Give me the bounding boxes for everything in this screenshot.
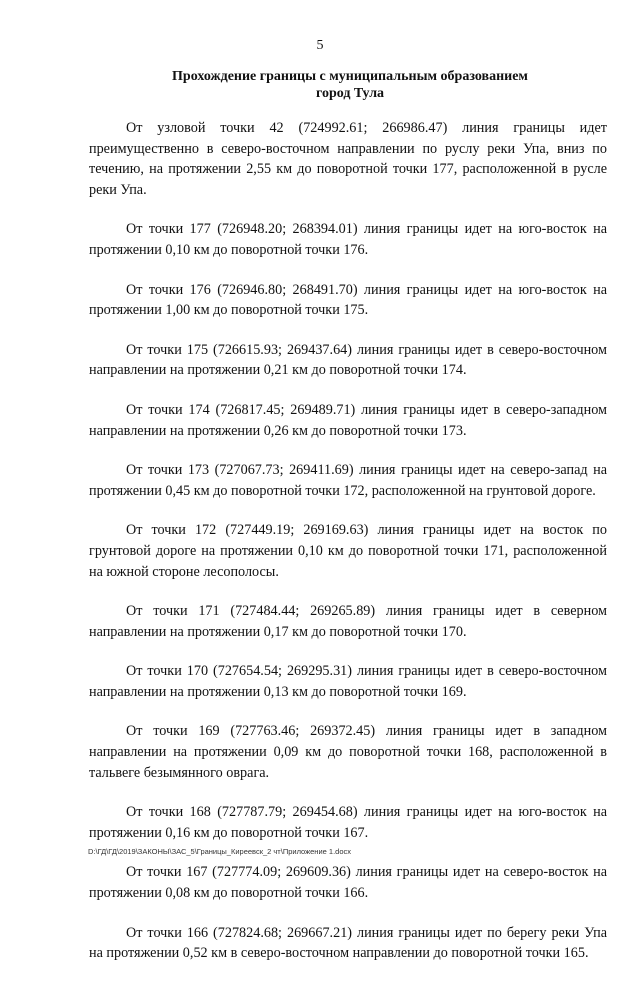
paragraph: От точки 176 (726946.80; 268491.70) линия границы идет на юго-восток на протяжении 1,00 км до поворотной точки 175.: [89, 281, 607, 319]
paragraph: От точки 172 (727449.19; 269169.63) линия границы идет на восток по грунтовой дороге на протяжении 0,10 км до поворотной точки 171, расположенной на южной стороне лесополосы.: [89, 522, 607, 580]
paragraph: От точки 173 (727067.73; 269411.69) линия границы идет на северо-запад на протяжении 0,45 км до поворотной точки 172, расположенной на грунтовой дороге.: [89, 462, 607, 499]
paragraph: От точки 169 (727763.46; 269372.45) линия границы идет в западном направлении на протяжении 0,09 км до поворотной точки 168, расположенной в тальвеге безымянного оврага.: [89, 723, 607, 781]
paragraph: От точки 167 (727774.09; 269609.36) линия границы идет на северо-восток на протяжении 0,08 км до поворотной точки 166.: [89, 864, 607, 902]
paragraph: От узловой точки 42 (724992.61; 266986.47) линия границы идет преимущественно в северо-восточном направлении по руслу реки Упа, вниз по течению, на протяжении 2,55 км до поворотной точки 177, расположенной в русле реки Упа.: [89, 120, 607, 198]
footer-file-path: D:\ГД\ГД\2019\ЗАКОНЫ\ЗАС_5\Границы_Киреевск_2 чт\Приложение 1.docx: [88, 847, 351, 856]
page-number: 5: [316, 38, 324, 53]
title-line-1: Прохождение границы с муниципальным образованием: [172, 69, 528, 84]
document-title: [90, 68, 610, 102]
paragraph: От точки 177 (726948.20; 268394.01) линия границы идет на юго-восток на протяжении 0,10 км до поворотной точки 176.: [89, 221, 607, 258]
paragraph: От точки 170 (727654.54; 269295.31) линия границы идет в северо-восточном направлении на протяжении 0,13 км до поворотной точки 169.: [89, 663, 607, 700]
paragraph: От точки 175 (726615.93; 269437.64) линия границы идет в северо-восточном направлении на протяжении 0,21 км до поворотной точки 174.: [89, 341, 607, 379]
paragraph: От точки 166 (727824.68; 269667.21) линия границы идет по берегу реки Упа на протяжении 0,52 км в северо-восточном направлении до поворотной точки 165.: [89, 924, 607, 962]
paragraph: От точки 168 (727787.79; 269454.68) линия границы идет на юго-восток на протяжении 0,16 км до поворотной точки 167.: [89, 804, 607, 841]
title-line-2: город Тула: [315, 86, 385, 101]
paragraph: От точки 174 (726817.45; 269489.71) линия границы идет в северо-западном направлении на протяжении 0,26 км до поворотной точки 173.: [89, 401, 607, 439]
paragraph: От точки 171 (727484.44; 269265.89) линия границы идет в северном направлении на протяжении 0,17 км до поворотной точки 170.: [89, 603, 607, 640]
